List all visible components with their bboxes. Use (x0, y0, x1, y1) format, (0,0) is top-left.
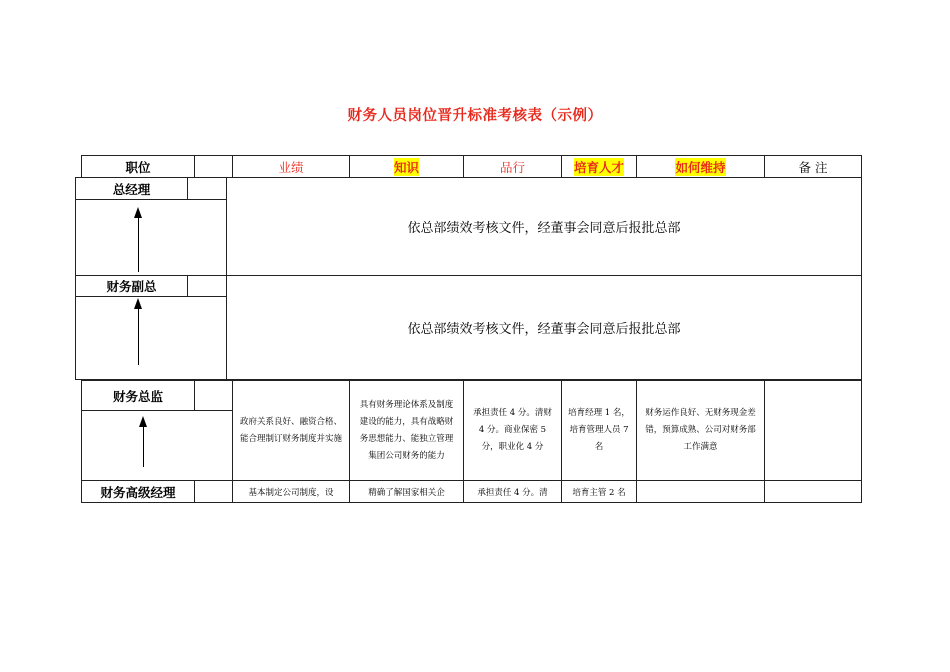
cell-maintain-senior-manager (636, 480, 765, 503)
header-cultivation-cell (561, 155, 637, 178)
arrow-line (138, 216, 139, 272)
row-label-senior-manager: 财务高级经理 (81, 480, 195, 503)
row-label-general-manager: 总经理 (75, 177, 188, 200)
header-remarks: 备 注 (764, 155, 862, 178)
header-position: 职位 (81, 155, 195, 178)
page-title: 财务人员岗位晋升标准考核表（示例） (347, 108, 603, 124)
header-conduct: 品行 (499, 159, 525, 175)
arrow-line (143, 425, 144, 467)
header-maintain: 如何维持 (675, 159, 726, 175)
arrow-cell (75, 199, 227, 276)
row-note-general-manager: 依总部绩效考核文件，经董事会同意后报批总部 (226, 177, 862, 276)
cell-conduct-finance-director: 承担责任 4 分。清财 4 分。商业保密 5 分，职业化 4 分 (463, 380, 562, 481)
blank-cell (187, 177, 227, 200)
cell-remarks-senior-manager (764, 480, 862, 503)
cell-conduct-senior-manager: 承担责任 4 分。清 (463, 480, 562, 503)
header-conduct-cell (463, 155, 562, 178)
arrow-line (138, 307, 139, 365)
header-cultivation: 培育人才 (573, 159, 624, 175)
cell-performance-finance-director: 政府关系良好、融资合格、能合理制订财务制度并实施 (232, 380, 350, 481)
cell-knowledge-finance-director: 具有财务理论体系及制度建设的能力，具有战略财务思想能力、能独立管理集团公司财务的能力 (349, 380, 464, 481)
row-label-finance-deputy: 财务副总 (75, 275, 188, 297)
header-performance-cell (232, 155, 350, 178)
cell-remarks-finance-director (764, 380, 862, 481)
row-label-finance-director: 财务总监 (81, 380, 195, 411)
header-performance: 业绩 (278, 159, 304, 175)
header-knowledge: 知识 (393, 159, 419, 175)
arrow-cell (81, 410, 233, 481)
arrow-cell (75, 296, 227, 380)
blank-cell (194, 480, 233, 503)
cell-performance-senior-manager: 基本制定公司制度，设 (232, 480, 350, 503)
cell-knowledge-senior-manager: 精确了解国家相关企 (349, 480, 464, 503)
blank-cell (187, 275, 227, 297)
header-blank-cell (194, 155, 233, 178)
cell-cultivation-finance-director: 培育经理 1 名，培育管理人员 7 名 (561, 380, 637, 481)
header-maintain-cell (636, 155, 765, 178)
cell-maintain-finance-director: 财务运作良好、无财务现金差错，预算成熟、公司对财务部工作满意 (636, 380, 765, 481)
cell-cultivation-senior-manager: 培育主管 2 名 (561, 480, 637, 503)
row-note-finance-deputy: 依总部绩效考核文件，经董事会同意后报批总部 (226, 275, 862, 380)
header-knowledge-cell (349, 155, 464, 178)
blank-cell (194, 380, 233, 411)
